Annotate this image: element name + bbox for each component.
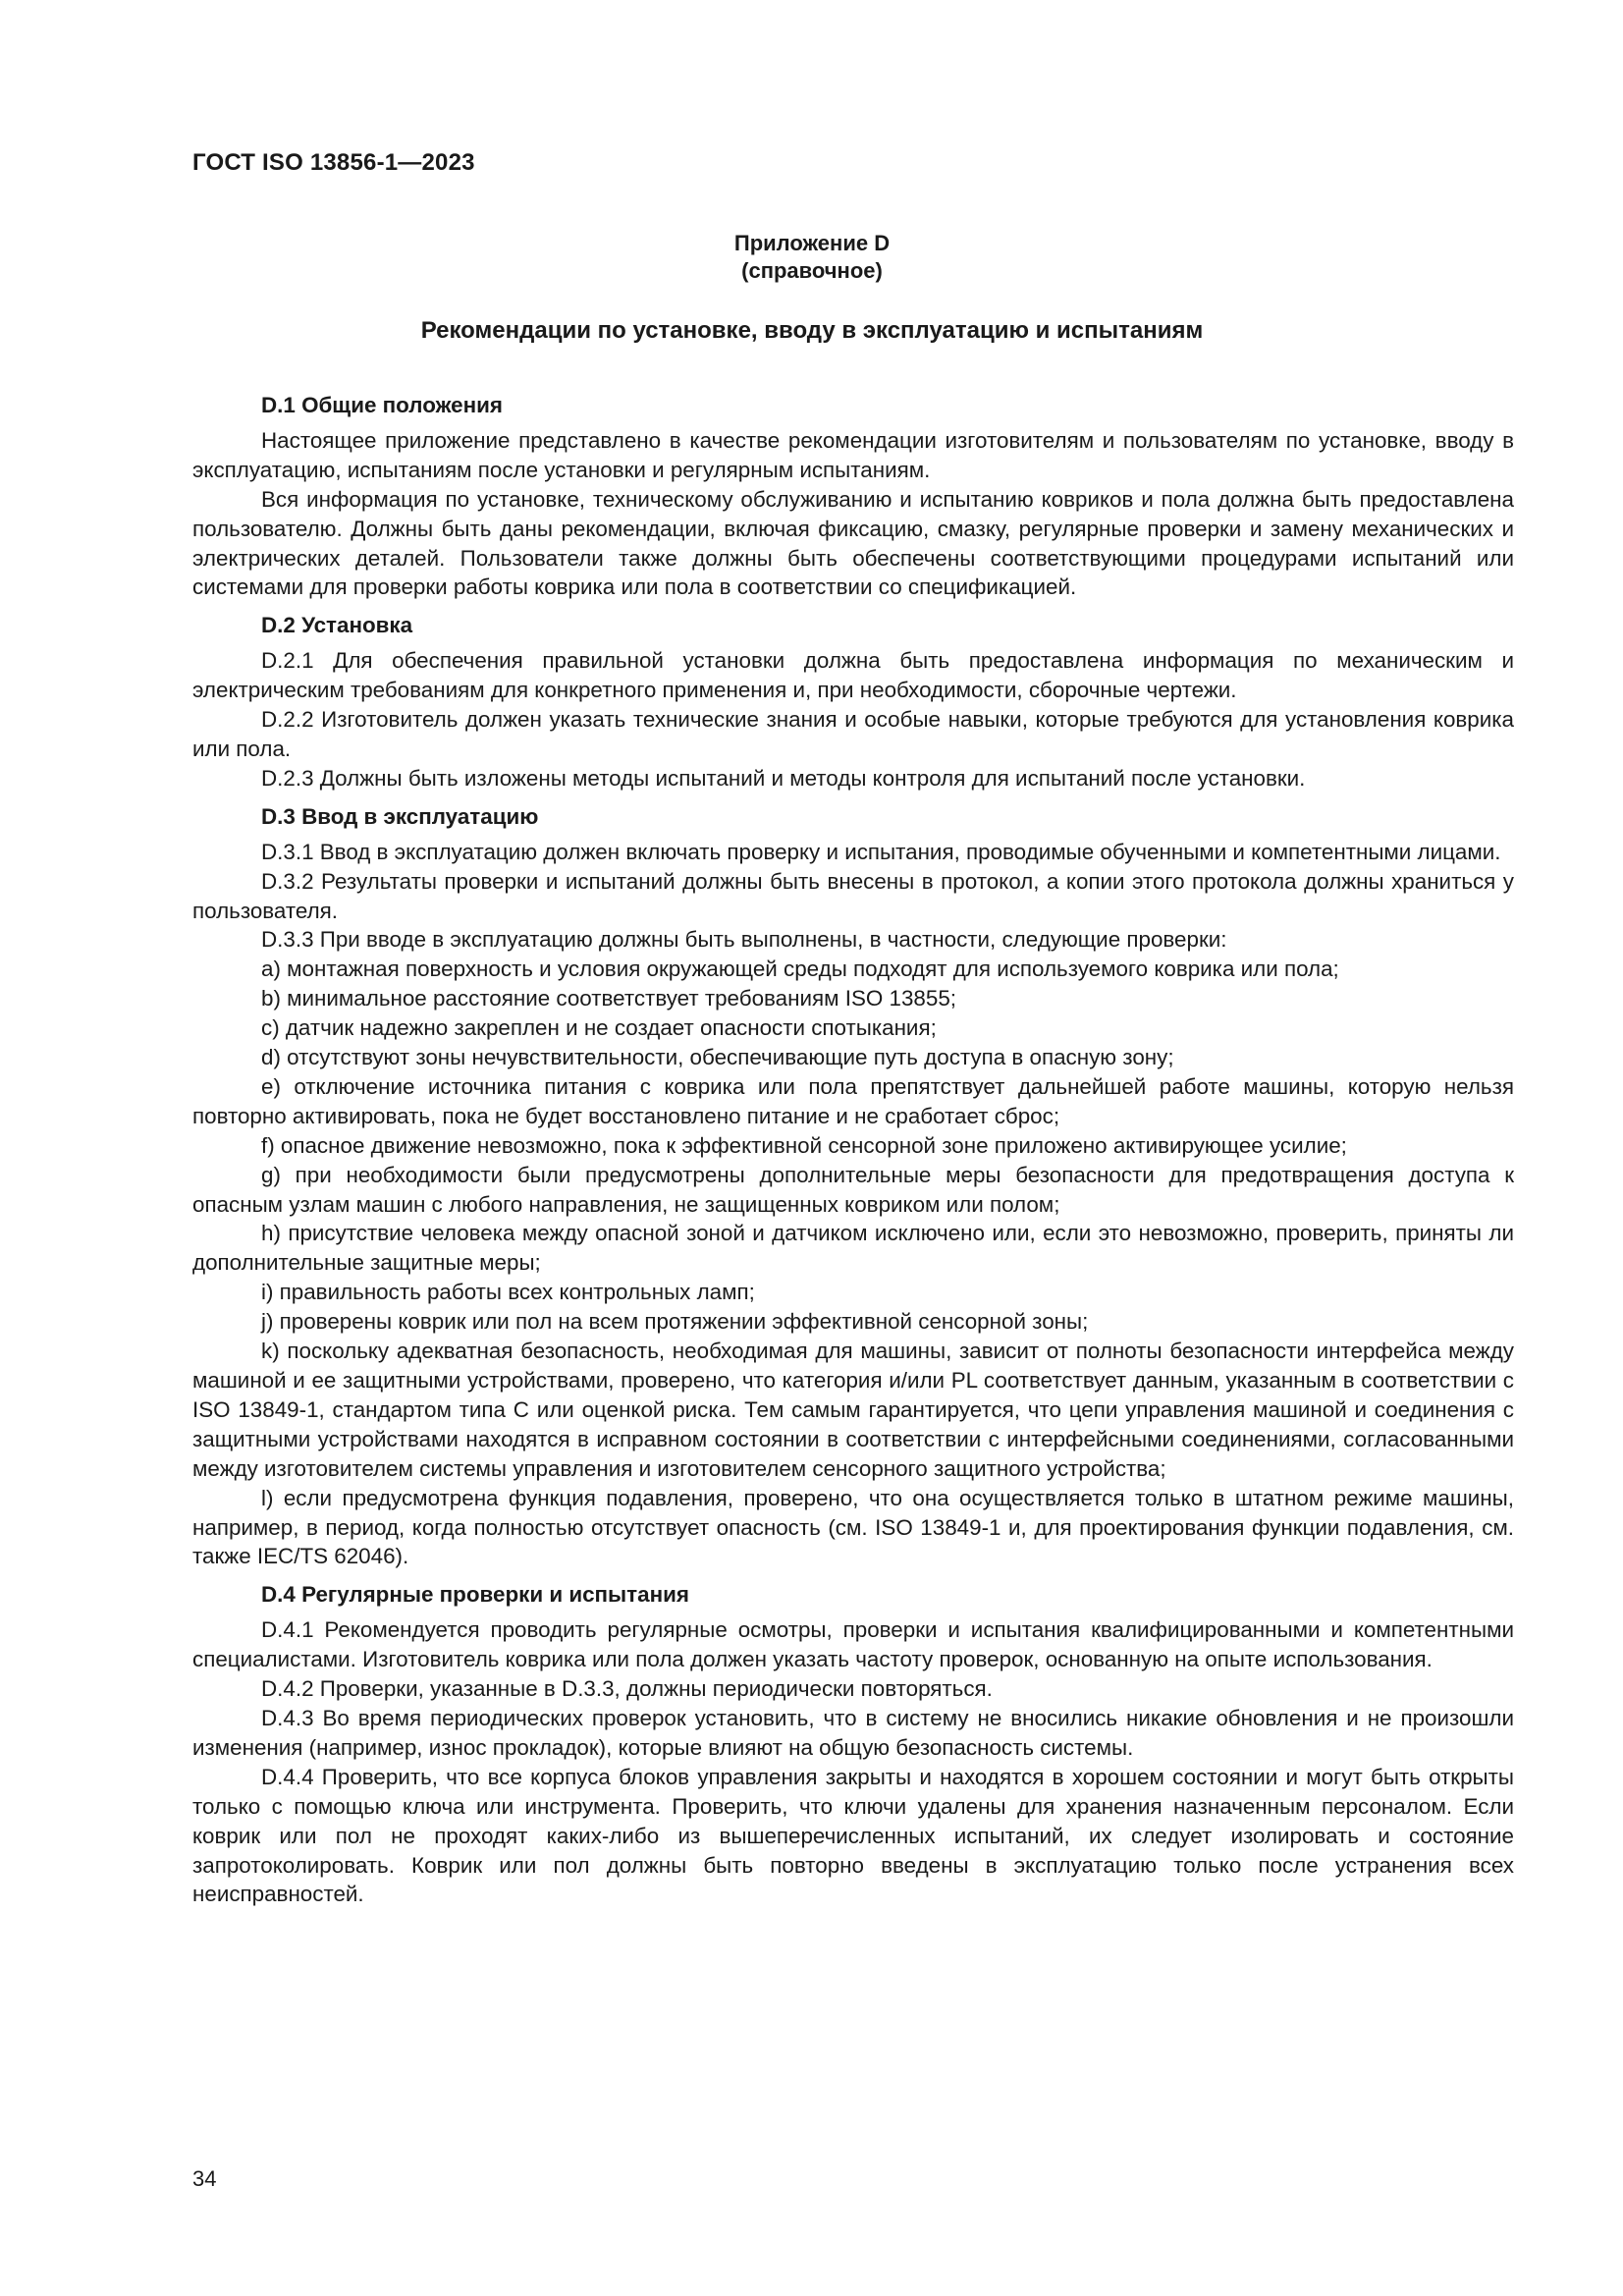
paragraph: D.4.4 Проверить, что все корпуса блоков управления закрыты и находятся в хорошем состоянии и могут быть открыты только с помощью ключа или инструмента. Проверить, что ключи удалены для хранения назначенным персоналом. Если коврик или пол не проходят каких-либо из вышеперечисленных испытаний, их следует изолировать и состояние запротоколировать. Коврик или пол должны быть повторно введены в эксплуатацию только после устранения всех неисправностей.: [192, 1764, 1514, 1907]
list-item: c) датчик надежно закреплен и не создает опасности спотыкания;: [261, 1015, 937, 1041]
list-item: l) если предусмотрена функция подавления, проверено, что она осуществляется только в штатном режиме машины, например, в период, когда полностью отсутствует опасность (см. ISO 13849-1 и, для проектирования функции подавления, см. также IEC/TS 62046).: [192, 1485, 1514, 1569]
list-item: k) поскольку адекватная безопасность, необходимая для машины, зависит от полноты безопасности интерфейса между машиной и ее защитными устройствами, проверено, что категория и/или PL соответствует данным, указанным в соответствии с ISO 13849-1, стандартом типа C или оценкой риска. Тем самым гарантируется, что цепи управления машиной и соединения с защитными устройствами находятся в исправном состоянии в соответствии с интерфейсными соединениями, согласованными между изготовителем системы управления и изготовителем сенсорного защитного устройства;: [192, 1339, 1514, 1481]
paragraph: D.2.1 Для обеспечения правильной установки должна быть предоставлена информация по механическим и электрическим требованиям для конкретного применения и, при необходимости, сборочные чертежи.: [192, 648, 1514, 703]
paragraph: Вся информация по установке, техническому обслуживанию и испытанию ковриков и пола должна быть предоставлена пользователю. Должны быть даны рекомендации, включая фиксацию, смазку, регулярные проверки и замену механических и электрических деталей. Пользователи также должны быть обеспечены соответствующими процедурами испытаний или системами для проверки работы коврика или пола в соответствии со спецификацией.: [192, 486, 1514, 600]
paragraph: D.2.3 Должны быть изложены методы испытаний и методы контроля для испытаний после установки.: [261, 765, 1306, 791]
paragraph: D.3.2 Результаты проверки и испытаний должны быть внесены в протокол, а копии этого протокола должны храниться у пользователя.: [192, 868, 1514, 923]
list-item: a) монтажная поверхность и условия окружающей среды подходят для используемого коврика или пола;: [261, 957, 1339, 982]
page-number: 34: [192, 2166, 217, 2191]
paragraph: D.3.3 При вводе в эксплуатацию должны быть выполнены, в частности, следующие проверки:: [261, 927, 1227, 953]
paragraph: D.4.3 Во время периодических проверок установить, что в систему не вносились никакие обновления и не произошли изменения (например, износ прокладок), которые влияют на общую безопасность системы.: [192, 1705, 1514, 1760]
paragraph: D.3.1 Ввод в эксплуатацию должен включать проверку и испытания, проводимые обученными и компетентными лицами.: [261, 839, 1501, 864]
list-item: j) проверены коврик или пол на всем протяжении эффективной сенсорной зоны;: [261, 1309, 1089, 1335]
paragraph: D.4.2 Проверки, указанные в D.3.3, должны периодически повторяться.: [261, 1676, 993, 1702]
appendix-heading: [192, 230, 1432, 285]
paragraph: Настоящее приложение представлено в качестве рекомендации изготовителям и пользователям по установке, вводу в эксплуатацию, испытаниям после установки и регулярным испытаниям.: [192, 427, 1514, 482]
section-heading: D.4 Регулярные проверки и испытания: [261, 1582, 689, 1608]
appendix-type: (справочное): [741, 258, 883, 283]
section-heading: D.1 Общие положения: [261, 393, 503, 417]
section-heading: D.2 Установка: [261, 613, 413, 638]
section-heading: D.3 Ввод в эксплуатацию: [261, 803, 539, 829]
list-item: e) отключение источника питания с коврика или пола препятствует дальнейшей работе машины, которую нельзя повторно активировать, пока не будет восстановлено питание и не сработает сброс;: [192, 1073, 1514, 1128]
document-body: [192, 391, 1514, 1909]
list-item: f) опасное движение невозможно, пока к эффективной сенсорной зоне приложено активирующее усилие;: [261, 1132, 1347, 1158]
appendix-title: Рекомендации по установке, вводу в эксплуатацию и испытаниям: [420, 317, 1204, 344]
paragraph: D.4.1 Рекомендуется проводить регулярные осмотры, проверки и испытания квалифицированными и компетентными специалистами. Изготовитель коврика или пола должен указать частоту проверок, основанную на опыте использования.: [192, 1617, 1514, 1672]
list-item: g) при необходимости были предусмотрены дополнительные меры безопасности для предотвращения доступа к опасным узлам машин с любого направления, не защищенных ковриком или полом;: [192, 1162, 1514, 1217]
list-item: h) присутствие человека между опасной зоной и датчиком исключено или, если это невозможно, проверить, приняты ли дополнительные защитные меры;: [192, 1221, 1514, 1276]
appendix-label: Приложение D: [733, 231, 891, 255]
document-header: ГОСТ ISO 13856-1—2023: [192, 149, 475, 176]
list-item: d) отсутствуют зоны нечувствительности, обеспечивающие путь доступа в опасную зону;: [261, 1045, 1174, 1070]
list-item: b) минимальное расстояние соответствует требованиям ISO 13855;: [261, 986, 957, 1011]
paragraph: D.2.2 Изготовитель должен указать технические знания и особые навыки, которые требуются для установления коврика или пола.: [192, 707, 1514, 761]
list-item: i) правильность работы всех контрольных ламп;: [261, 1280, 755, 1305]
